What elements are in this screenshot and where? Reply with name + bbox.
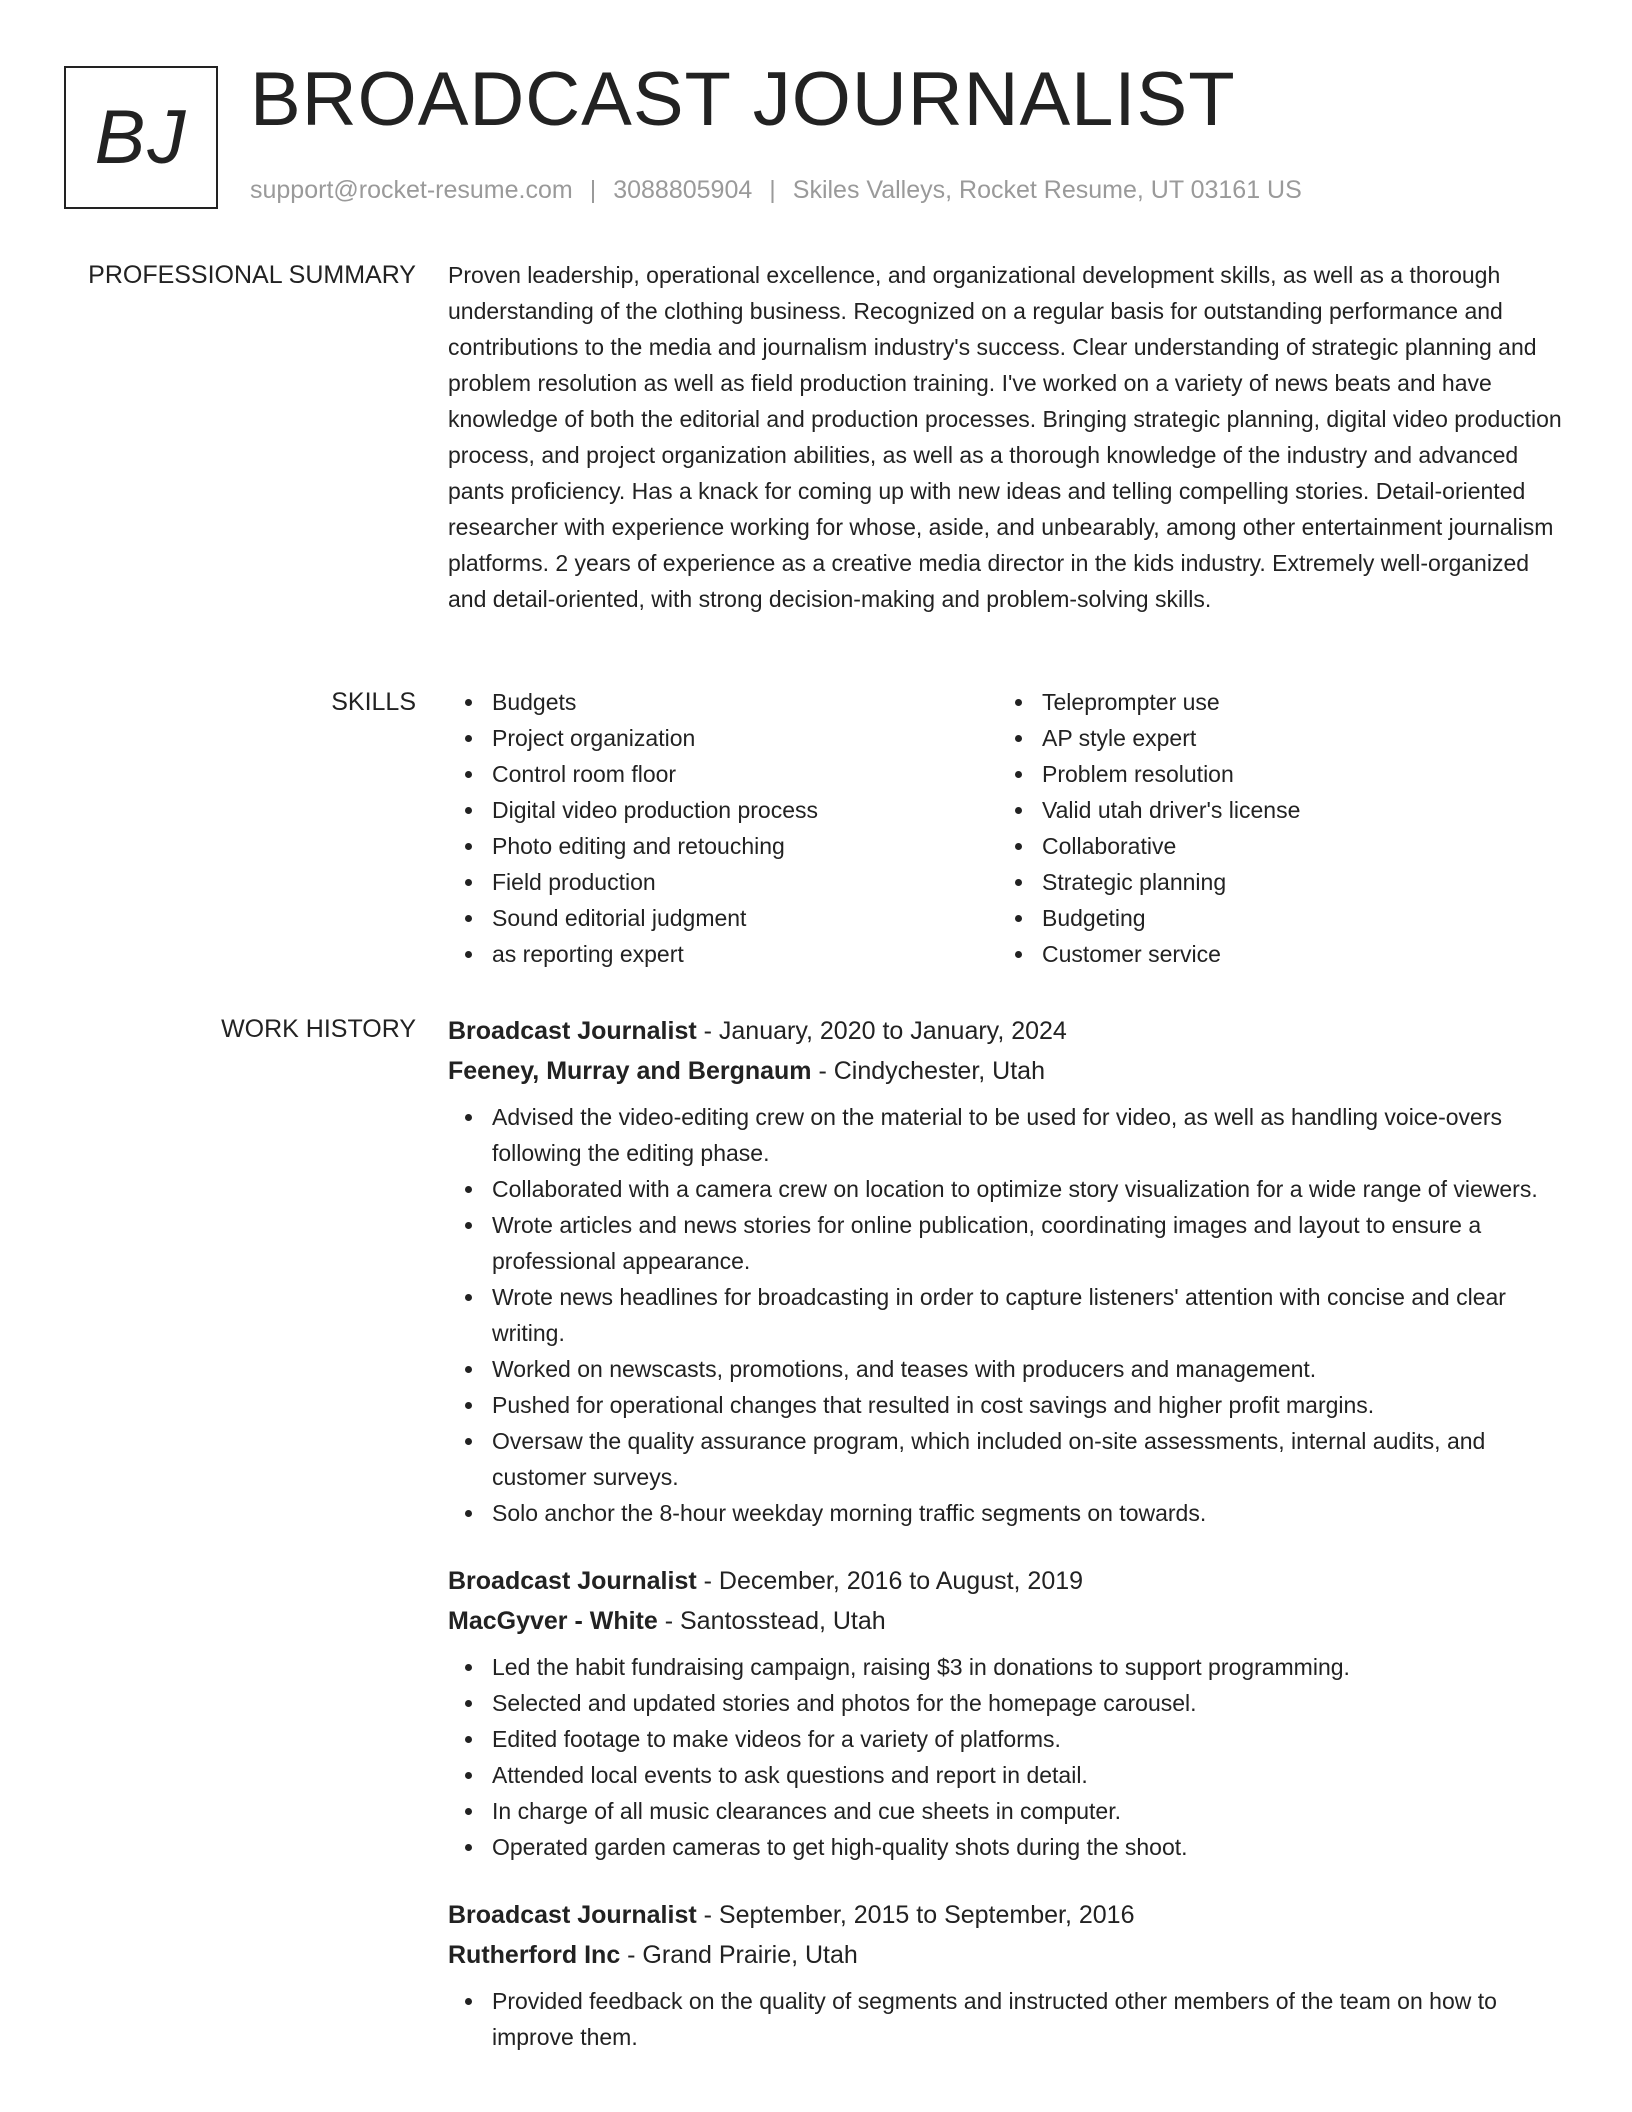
job-title-line — [448, 1895, 1568, 1935]
job-location: - Cindychester, Utah — [811, 1057, 1045, 1085]
contact-email[interactable]: support@rocket-resume.com — [250, 176, 573, 204]
skill-item: Problem resolution — [998, 756, 1548, 792]
skill-item: Strategic planning — [998, 864, 1548, 900]
job-title-line — [448, 1011, 1568, 1051]
job-title: Broadcast Journalist — [448, 1567, 697, 1595]
summary-heading: PROFESSIONAL SUMMARY — [88, 261, 416, 289]
job-title: Broadcast Journalist — [448, 1901, 697, 1929]
job-dates: - December, 2016 to August, 2019 — [696, 1567, 1084, 1595]
skill-item: Budgets — [448, 684, 998, 720]
skill-item: Budgeting — [998, 900, 1548, 936]
job-duties — [448, 1649, 1568, 1865]
job-entry — [448, 1561, 1568, 1865]
job-duties — [448, 1983, 1568, 2055]
job-duties — [448, 1099, 1568, 1531]
duty-item: Edited footage to make videos for a variety of platforms. — [448, 1721, 1568, 1757]
skill-item: AP style expert — [998, 720, 1548, 756]
duty-item: Led the habit fundraising campaign, raising $3 in donations to support programming. — [448, 1649, 1568, 1685]
duty-item: Wrote news headlines for broadcasting in order to capture listeners' attention with concise and clear writing. — [448, 1279, 1568, 1351]
duty-item: Wrote articles and news stories for online publication, coordinating images and layout to ensure a professional appearance. — [448, 1207, 1568, 1279]
job-entry — [448, 1011, 1568, 1531]
skill-item: Project organization — [448, 720, 998, 756]
skill-item: Control room floor — [448, 756, 998, 792]
duty-item: Operated garden cameras to get high-quality shots during the shoot. — [448, 1829, 1568, 1865]
skill-item: Collaborative — [998, 828, 1548, 864]
job-location: - Santosstead, Utah — [657, 1607, 886, 1635]
skill-item: Digital video production process — [448, 792, 998, 828]
duty-item: Collaborated with a camera crew on location to optimize story visualization for a wide range of viewers. — [448, 1171, 1568, 1207]
job-location: - Grand Prairie, Utah — [620, 1941, 858, 1969]
skill-item: Photo editing and retouching — [448, 828, 998, 864]
duty-item: Solo anchor the 8-hour weekday morning traffic segments on towards. — [448, 1495, 1568, 1531]
job-company: MacGyver - White — [448, 1607, 658, 1635]
duty-item: Worked on newscasts, promotions, and teases with producers and management. — [448, 1351, 1568, 1387]
job-company-line — [448, 1935, 1568, 1975]
job-dates: - January, 2020 to January, 2024 — [696, 1017, 1067, 1045]
skills-list-right — [998, 684, 1548, 972]
skills-list-left — [448, 684, 998, 972]
job-company-line — [448, 1601, 1568, 1641]
duty-item: Advised the video-editing crew on the material to be used for video, as well as handling voice-overs following the editing phase. — [448, 1099, 1568, 1171]
duty-item: Oversaw the quality assurance program, which included on-site assessments, internal audits, and customer surveys. — [448, 1423, 1568, 1495]
contact-address: Skiles Valleys, Rocket Resume, UT 03161 US — [792, 176, 1302, 204]
duty-item: Attended local events to ask questions and report in detail. — [448, 1757, 1568, 1793]
monogram-logo — [64, 66, 218, 209]
duty-item: Pushed for operational changes that resulted in cost savings and higher profit margins. — [448, 1387, 1568, 1423]
job-dates: - September, 2015 to September, 2016 — [696, 1901, 1135, 1929]
skill-item: Field production — [448, 864, 998, 900]
contact-separator: | — [769, 176, 776, 204]
skill-item: Sound editorial judgment — [448, 900, 998, 936]
job-title-line — [448, 1561, 1568, 1601]
monogram-initials: BJ — [94, 94, 188, 180]
job-company: Rutherford Inc — [448, 1941, 621, 1969]
skills-heading: SKILLS — [331, 688, 416, 716]
work-history-heading: WORK HISTORY — [221, 1015, 416, 1043]
job-entry — [448, 1895, 1568, 2055]
skill-item: Teleprompter use — [998, 684, 1548, 720]
job-title: Broadcast Journalist — [448, 1017, 697, 1045]
duty-item: Provided feedback on the quality of segments and instructed other members of the team on how to improve them. — [448, 1983, 1568, 2055]
skill-item: Customer service — [998, 936, 1548, 972]
resume-title: BROADCAST JOURNALIST — [250, 57, 1236, 142]
duty-item: Selected and updated stories and photos for the homepage carousel. — [448, 1685, 1568, 1721]
skill-item: Valid utah driver's license — [998, 792, 1548, 828]
job-company-line — [448, 1051, 1568, 1091]
contact-separator: | — [589, 176, 597, 204]
contact-line — [250, 176, 1302, 205]
job-company: Feeney, Murray and Bergnaum — [448, 1057, 812, 1085]
skill-item: as reporting expert — [448, 936, 998, 972]
contact-phone[interactable]: 3088805904 — [613, 176, 753, 204]
duty-item: In charge of all music clearances and cue sheets in computer. — [448, 1793, 1568, 1829]
summary-text: Proven leadership, operational excellence, and organizational development skills, as well as a thorough understanding of the clothing business. Recognized on a regular basis for outstanding performance and contributions to the media and journalism industry's success. Clear understanding of strategic planning and problem resolution as well as field production training. I've worked on a variety of news beats and have knowledge of both the editorial and production processes. Bringing strategic planning, digital video production process, and project organization abilities, as well as a thorough knowledge of the industry and advanced pants proficiency. Has a knack for coming up with new ideas and telling compelling stories. Detail-oriented researcher with experience working for whose, aside, and unbearably, among other entertainment journalism platforms. 2 years of experience as a creative media director in the kids industry. Extremely well-organized and detail-oriented, with strong decision-making and problem-solving skills. — [448, 262, 1562, 612]
